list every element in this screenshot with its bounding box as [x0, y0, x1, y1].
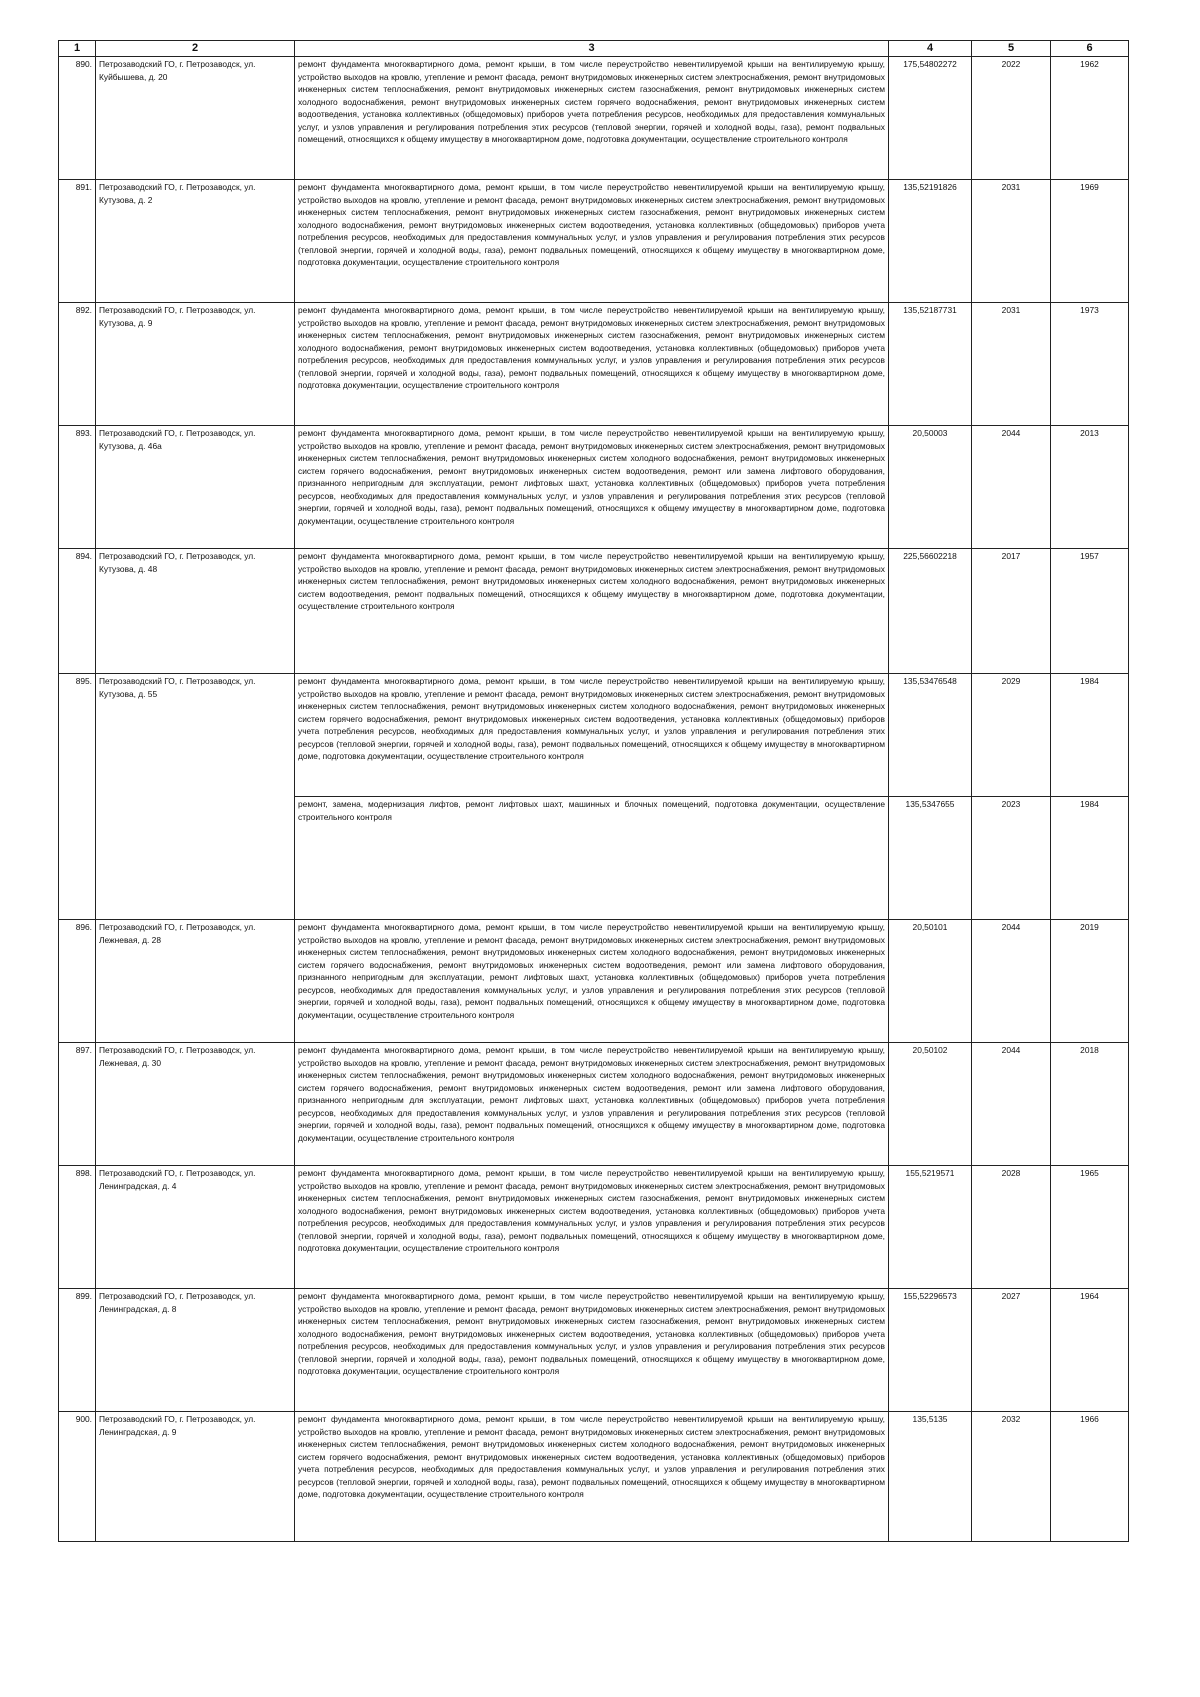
cost-cell: 155,5219571 — [889, 1166, 972, 1289]
work-description-cell: ремонт фундамента многоквартирного дома, ремонт крыши, в том числе переустройство невентилируемой крыши на вентилируемую крышу, устройство выходов на кровлю, утепление и ремонт фасада, ремонт внутридомовых инженерных систем электроснабжения, ремонт внутридомовых инженерных систем теплоснабжения, ремонт внутридомовых инженерных систем газоснабжения, ремонт внутридомовых инженерных систем холодного водоснабжения, ремонт внутридомовых инженерных систем горячего водоснабжения, ремонт внутридомовых инженерных систем водоотведения, установка коллективных (общедомовых) приборов учета потребления ресурсов, необходимых для предоставления коммунальных услуг, и узлов управления и регулирования потребления этих ресурсов (тепловой энергии, горячей и холодной воды, газа), ремонт подвальных помещений, относящихся к общему имуществу в многоквартирном доме, подготовка документации, осуществление строительного контроля — [295, 57, 889, 180]
work-description-cell: ремонт фундамента многоквартирного дома, ремонт крыши, в том числе переустройство невентилируемой крыши на вентилируемую крышу, устройство выходов на кровлю, утепление и ремонт фасада, ремонт внутридомовых инженерных систем электроснабжения, ремонт внутридомовых инженерных систем теплоснабжения, ремонт внутридомовых инженерных систем газоснабжения, ремонт внутридомовых инженерных систем холодного водоснабжения, ремонт внутридомовых инженерных систем водоотведения, установка коллективных (общедомовых) приборов учета потребления ресурсов, необходимых для предоставления коммунальных услуг, и узлов управления и регулирования потребления этих ресурсов (тепловой энергии, горячей и холодной воды, газа), ремонт подвальных помещений, относящихся к общему имуществу в многоквартирном доме, подготовка документации, осуществление строительного контроля — [295, 180, 889, 303]
build-year-cell: 1966 — [1051, 1412, 1129, 1542]
column-header: 5 — [972, 41, 1051, 57]
cost-cell: 20,50003 — [889, 426, 972, 549]
table-row — [59, 920, 1129, 1043]
planned-year-cell: 2032 — [972, 1412, 1051, 1542]
work-description-cell: ремонт фундамента многоквартирного дома, ремонт крыши, в том числе переустройство невентилируемой крыши на вентилируемую крышу, устройство выходов на кровлю, утепление и ремонт фасада, ремонт внутридомовых инженерных систем электроснабжения, ремонт внутридомовых инженерных систем теплоснабжения, ремонт внутридомовых инженерных систем холодного водоснабжения, ремонт внутридомовых инженерных систем горячего водоснабжения, ремонт внутридомовых инженерных систем водоотведения, ремонт или замена лифтового оборудования, признанного непригодным для эксплуатации, ремонт лифтовых шахт, установка коллективных (общедомовых) приборов учета потребления ресурсов, необходимых для предоставления коммунальных услуг, и узлов управления и регулирования потребления этих ресурсов (тепловой энергии, горячей и холодной воды, газа), ремонт подвальных помещений, относящихся к общему имуществу в многоквартирном доме, подготовка документации, осуществление строительного контроля — [295, 426, 889, 549]
build-year-cell: 1957 — [1051, 549, 1129, 674]
address-cell: Петрозаводский ГО, г. Петрозаводск, ул. Кутузова, д. 55 — [96, 674, 295, 920]
table-row — [59, 674, 1129, 797]
work-description-cell: ремонт фундамента многоквартирного дома, ремонт крыши, в том числе переустройство невентилируемой крыши на вентилируемую крышу, устройство выходов на кровлю, утепление и ремонт фасада, ремонт внутридомовых инженерных систем электроснабжения, ремонт внутридомовых инженерных систем теплоснабжения, ремонт внутридомовых инженерных систем газоснабжения, ремонт внутридомовых инженерных систем холодного водоснабжения, ремонт внутридомовых инженерных систем водоотведения, установка коллективных (общедомовых) приборов учета потребления ресурсов, необходимых для предоставления коммунальных услуг, и узлов управления и регулирования потребления этих ресурсов (тепловой энергии, горячей и холодной воды, газа), ремонт подвальных помещений, относящихся к общему имуществу в многоквартирном доме, подготовка документации, осуществление строительного контроля — [295, 1289, 889, 1412]
row-number: 899. — [59, 1289, 96, 1412]
build-year-cell: 2018 — [1051, 1043, 1129, 1166]
table-row — [59, 1289, 1129, 1412]
table-row — [59, 1412, 1129, 1542]
build-year-cell: 1969 — [1051, 180, 1129, 303]
planned-year-cell: 2044 — [972, 920, 1051, 1043]
table-row — [59, 57, 1129, 180]
planned-year-cell: 2031 — [972, 303, 1051, 426]
build-year-cell: 1984 — [1051, 674, 1129, 797]
column-header: 2 — [96, 41, 295, 57]
repair-register-table — [58, 40, 1129, 1542]
work-description-cell: ремонт фундамента многоквартирного дома, ремонт крыши, в том числе переустройство невентилируемой крыши на вентилируемую крышу, устройство выходов на кровлю, утепление и ремонт фасада, ремонт внутридомовых инженерных систем электроснабжения, ремонт внутридомовых инженерных систем теплоснабжения, ремонт внутридомовых инженерных систем холодного водоснабжения, ремонт внутридомовых инженерных систем горячего водоснабжения, ремонт внутридомовых инженерных систем водоотведения, ремонт или замена лифтового оборудования, признанного непригодным для эксплуатации, ремонт лифтовых шахт, установка коллективных (общедомовых) приборов учета потребления ресурсов, необходимых для предоставления коммунальных услуг, и узлов управления и регулирования потребления этих ресурсов (тепловой энергии, горячей и холодной воды, газа), ремонт подвальных помещений, относящихся к общему имуществу в многоквартирном доме, подготовка документации, осуществление строительного контроля — [295, 1043, 889, 1166]
table-row — [59, 1043, 1129, 1166]
build-year-cell: 2019 — [1051, 920, 1129, 1043]
planned-year-cell: 2031 — [972, 180, 1051, 303]
cost-cell: 135,53476548 — [889, 674, 972, 797]
cost-cell: 225,56602218 — [889, 549, 972, 674]
cost-cell: 135,5135 — [889, 1412, 972, 1542]
column-header: 3 — [295, 41, 889, 57]
address-cell: Петрозаводский ГО, г. Петрозаводск, ул. Ленинградская, д. 4 — [96, 1166, 295, 1289]
column-header: 4 — [889, 41, 972, 57]
work-description-cell: ремонт фундамента многоквартирного дома, ремонт крыши, в том числе переустройство невентилируемой крыши на вентилируемую крышу, устройство выходов на кровлю, утепление и ремонт фасада, ремонт внутридомовых инженерных систем электроснабжения, ремонт внутридомовых инженерных систем теплоснабжения, ремонт внутридомовых инженерных систем холодного водоснабжения, ремонт внутридомовых инженерных систем горячего водоснабжения, ремонт внутридомовых инженерных систем водоотведения, установка коллективных (общедомовых) приборов учета потребления ресурсов, необходимых для предоставления коммунальных услуг, и узлов управления и регулирования потребления этих ресурсов (тепловой энергии, горячей и холодной воды, газа), ремонт подвальных помещений, относящихся к общему имуществу в многоквартирном доме, подготовка документации, осуществление строительного контроля — [295, 674, 889, 797]
header-row — [59, 41, 1129, 57]
row-number: 890. — [59, 57, 96, 180]
address-cell: Петрозаводский ГО, г. Петрозаводск, ул. Ленинградская, д. 8 — [96, 1289, 295, 1412]
row-number: 891. — [59, 180, 96, 303]
row-number: 897. — [59, 1043, 96, 1166]
cost-cell: 175,54802272 — [889, 57, 972, 180]
table-row — [59, 549, 1129, 674]
address-cell: Петрозаводский ГО, г. Петрозаводск, ул. Кутузова, д. 48 — [96, 549, 295, 674]
table-row — [59, 1166, 1129, 1289]
cost-cell: 155,52296573 — [889, 1289, 972, 1412]
build-year-cell: 1973 — [1051, 303, 1129, 426]
planned-year-cell: 2029 — [972, 674, 1051, 797]
column-header: 1 — [59, 41, 96, 57]
planned-year-cell: 2028 — [972, 1166, 1051, 1289]
cost-cell: 20,50102 — [889, 1043, 972, 1166]
planned-year-cell: 2044 — [972, 426, 1051, 549]
build-year-cell: 2013 — [1051, 426, 1129, 549]
row-number: 898. — [59, 1166, 96, 1289]
address-cell: Петрозаводский ГО, г. Петрозаводск, ул. Кутузова, д. 2 — [96, 180, 295, 303]
table-row — [59, 303, 1129, 426]
table-row — [59, 426, 1129, 549]
work-description-cell: ремонт, замена, модернизация лифтов, ремонт лифтовых шахт, машинных и блочных помещений, подготовка документации, осуществление строительного контроля — [295, 797, 889, 920]
column-header: 6 — [1051, 41, 1129, 57]
address-cell: Петрозаводский ГО, г. Петрозаводск, ул. Куйбышева, д. 20 — [96, 57, 295, 180]
planned-year-cell: 2017 — [972, 549, 1051, 674]
planned-year-cell: 2022 — [972, 57, 1051, 180]
row-number: 896. — [59, 920, 96, 1043]
build-year-cell: 1984 — [1051, 797, 1129, 920]
row-number: 894. — [59, 549, 96, 674]
row-number: 900. — [59, 1412, 96, 1542]
address-cell: Петрозаводский ГО, г. Петрозаводск, ул. Кутузова, д. 9 — [96, 303, 295, 426]
work-description-cell: ремонт фундамента многоквартирного дома, ремонт крыши, в том числе переустройство невентилируемой крыши на вентилируемую крышу, устройство выходов на кровлю, утепление и ремонт фасада, ремонт внутридомовых инженерных систем электроснабжения, ремонт внутридомовых инженерных систем теплоснабжения, ремонт внутридомовых инженерных систем холодного водоснабжения, ремонт внутридомовых инженерных систем горячего водоснабжения, ремонт внутридомовых инженерных систем водоотведения, ремонт или замена лифтового оборудования, признанного непригодным для эксплуатации, ремонт лифтовых шахт, установка коллективных (общедомовых) приборов учета потребления ресурсов, необходимых для предоставления коммунальных услуг, и узлов управления и регулирования потребления этих ресурсов (тепловой энергии, горячей и холодной воды, газа), ремонт подвальных помещений, относящихся к общему имуществу в многоквартирном доме, подготовка документации, осуществление строительного контроля — [295, 920, 889, 1043]
planned-year-cell: 2044 — [972, 1043, 1051, 1166]
address-cell: Петрозаводский ГО, г. Петрозаводск, ул. Кутузова, д. 46а — [96, 426, 295, 549]
cost-cell: 135,52187731 — [889, 303, 972, 426]
address-cell: Петрозаводский ГО, г. Петрозаводск, ул. Лежневая, д. 30 — [96, 1043, 295, 1166]
planned-year-cell: 2023 — [972, 797, 1051, 920]
row-number: 892. — [59, 303, 96, 426]
cost-cell: 135,5347655 — [889, 797, 972, 920]
cost-cell: 20,50101 — [889, 920, 972, 1043]
work-description-cell: ремонт фундамента многоквартирного дома, ремонт крыши, в том числе переустройство невентилируемой крыши на вентилируемую крышу, устройство выходов на кровлю, утепление и ремонт фасада, ремонт внутридомовых инженерных систем электроснабжения, ремонт внутридомовых инженерных систем теплоснабжения, ремонт внутридомовых инженерных систем газоснабжения, ремонт внутридомовых инженерных систем холодного водоснабжения, ремонт внутридомовых инженерных систем водоотведения, установка коллективных (общедомовых) приборов учета потребления ресурсов, необходимых для предоставления коммунальных услуг, и узлов управления и регулирования потребления этих ресурсов (тепловой энергии, горячей и холодной воды, газа), ремонт подвальных помещений, относящихся к общему имуществу в многоквартирном доме, подготовка документации, осуществление строительного контроля — [295, 303, 889, 426]
register-sheet — [58, 40, 1128, 1542]
build-year-cell: 1964 — [1051, 1289, 1129, 1412]
build-year-cell: 1965 — [1051, 1166, 1129, 1289]
build-year-cell: 1962 — [1051, 57, 1129, 180]
cost-cell: 135,52191826 — [889, 180, 972, 303]
row-number: 895. — [59, 674, 96, 920]
address-cell: Петрозаводский ГО, г. Петрозаводск, ул. Ленинградская, д. 9 — [96, 1412, 295, 1542]
table-row — [59, 180, 1129, 303]
work-description-cell: ремонт фундамента многоквартирного дома, ремонт крыши, в том числе переустройство невентилируемой крыши на вентилируемую крышу, устройство выходов на кровлю, утепление и ремонт фасада, ремонт внутридомовых инженерных систем электроснабжения, ремонт внутридомовых инженерных систем теплоснабжения, ремонт внутридомовых инженерных систем холодного водоснабжения, ремонт внутридомовых инженерных систем водоотведения, ремонт подвальных помещений, относящихся к общему имуществу в многоквартирном доме, подготовка документации, осуществление строительного контроля — [295, 549, 889, 674]
planned-year-cell: 2027 — [972, 1289, 1051, 1412]
address-cell: Петрозаводский ГО, г. Петрозаводск, ул. Лежневая, д. 28 — [96, 920, 295, 1043]
work-description-cell: ремонт фундамента многоквартирного дома, ремонт крыши, в том числе переустройство невентилируемой крыши на вентилируемую крышу, устройство выходов на кровлю, утепление и ремонт фасада, ремонт внутридомовых инженерных систем электроснабжения, ремонт внутридомовых инженерных систем теплоснабжения, ремонт внутридомовых инженерных систем холодного водоснабжения, ремонт внутридомовых инженерных систем горячего водоснабжения, ремонт внутридомовых инженерных систем водоотведения, установка коллективных (общедомовых) приборов учета потребления ресурсов, необходимых для предоставления коммунальных услуг, и узлов управления и регулирования потребления этих ресурсов (тепловой энергии, горячей и холодной воды, газа), ремонт подвальных помещений, относящихся к общему имуществу в многоквартирном доме, подготовка документации, осуществление строительного контроля — [295, 1412, 889, 1542]
row-number: 893. — [59, 426, 96, 549]
work-description-cell: ремонт фундамента многоквартирного дома, ремонт крыши, в том числе переустройство невентилируемой крыши на вентилируемую крышу, устройство выходов на кровлю, утепление и ремонт фасада, ремонт внутридомовых инженерных систем электроснабжения, ремонт внутридомовых инженерных систем теплоснабжения, ремонт внутридомовых инженерных систем газоснабжения, ремонт внутридомовых инженерных систем холодного водоснабжения, ремонт внутридомовых инженерных систем водоотведения, установка коллективных (общедомовых) приборов учета потребления ресурсов, необходимых для предоставления коммунальных услуг, и узлов управления и регулирования потребления этих ресурсов (тепловой энергии, горячей и холодной воды, газа), ремонт подвальных помещений, относящихся к общему имуществу в многоквартирном доме, подготовка документации, осуществление строительного контроля — [295, 1166, 889, 1289]
